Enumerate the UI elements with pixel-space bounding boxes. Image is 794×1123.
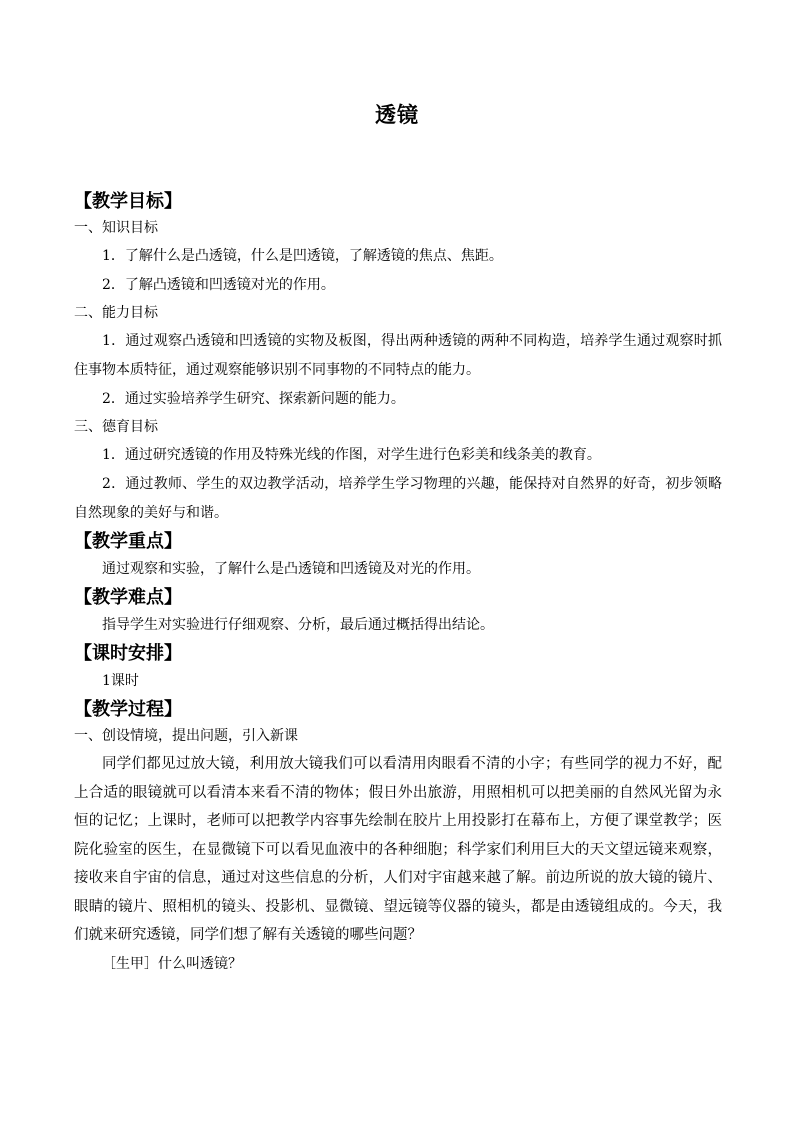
process-heading: 【教学过程】 — [74, 699, 182, 720]
difficulties-text: 指导学生对实验进行仔细观察、分析，最后通过概括得出结论。 — [102, 617, 494, 633]
moral-objective-label: 三、德育目标 — [74, 419, 158, 435]
process-introduction-paragraph: 同学们都见过放大镜，利用放大镜我们可以看清用肉眼看不清的小字；有些同学的视力不好，配上合适的眼镜就可以看清本来看不清的物体；假日外出旅游，用照相机可以把美丽的自然风光留为永恒的记忆；上课时，老师可以把教学内容事先绘制在胶片上用投影打在幕布上，方便了课堂教学；医院化验室的医生，在显微镜下可以看见血液中的各种细胞；科学家们利用巨大的天文望远镜来观察，接收来自宇宙的信息，通过对这些信息的分析，人们对宇宙越来越了解。前边所说的放大镜的镜片、眼睛的镜片、照相机的镜头、投影机、显微镜、望远镜等仪器的镜头，都是由透镜组成的。今天，我们就来研究透镜，同学们想了解有关透镜的哪些问题？ — [74, 756, 722, 943]
moral-objective-item: 1．通过研究透镜的作用及特殊光线的作图，对学生进行色彩美和线条美的教育。 — [102, 447, 601, 463]
ability-objective-item: 1．通过观察凸透镜和凹透镜的实物及板图，得出两种透镜的两种不同构造，培养学生通过观察时抓住事物本质特征，通过观察能够识别不同事物的不同特点的能力。 — [74, 333, 722, 378]
knowledge-objective-item: 2．了解凸透镜和凹透镜对光的作用。 — [102, 277, 335, 293]
document-title: 透镜 — [375, 102, 419, 127]
key-points-text: 通过观察和实验，了解什么是凸透镜和凹透镜及对光的作用。 — [102, 561, 480, 577]
student-question: ［生甲］什么叫透镜？ — [102, 955, 242, 972]
schedule-text: 1课时 — [102, 673, 139, 689]
document-body — [74, 188, 722, 979]
ability-objective-item: 2．通过实验培养学生研究、探索新问题的能力。 — [102, 391, 405, 407]
knowledge-objective-item: 1．了解什么是凸透镜，什么是凹透镜，了解透镜的焦点、焦距。 — [102, 248, 503, 264]
moral-objective-item: 2．通过教师、学生的双边教学活动，培养学生学习物理的兴趣，能保持对自然界的好奇，初步领略自然现象的美好与和谐。 — [74, 476, 722, 521]
difficulties-heading: 【教学难点】 — [74, 587, 182, 608]
schedule-heading: 【课时安排】 — [74, 643, 182, 664]
process-step-label: 一、创设情境，提出问题，引入新课 — [74, 728, 298, 744]
key-points-heading: 【教学重点】 — [74, 531, 182, 552]
knowledge-objective-label: 一、知识目标 — [74, 220, 158, 236]
ability-objective-label: 二、能力目标 — [74, 305, 158, 321]
objectives-heading: 【教学目标】 — [74, 191, 182, 212]
